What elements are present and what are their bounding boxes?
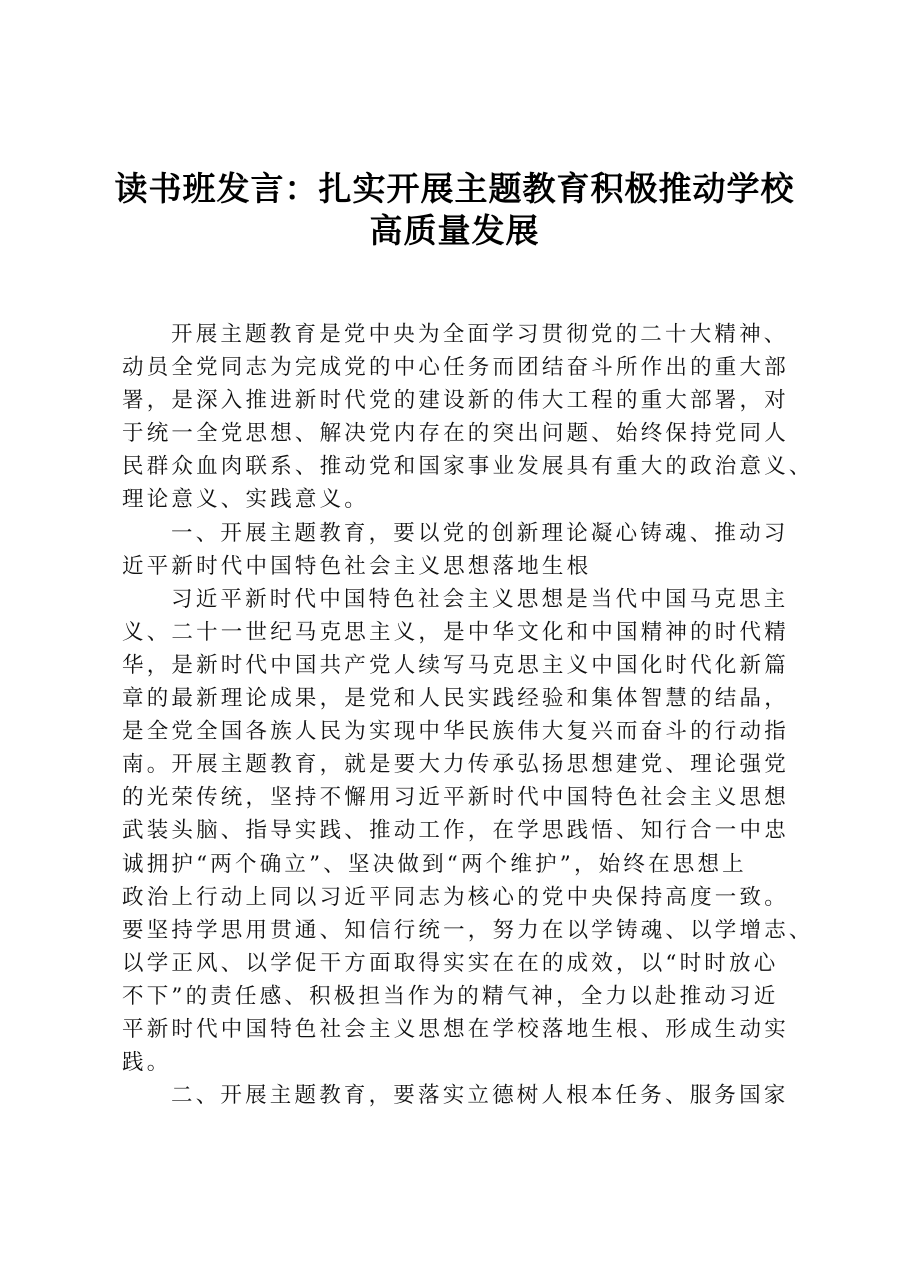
body-line: 的光荣传统，坚持不懈用习近平新时代中国特色社会主义思想 [122, 785, 789, 811]
body-line: 要坚持学思用贯通、知信行统一，努力在以学铸魂、以学增志、 [122, 917, 814, 943]
document-title-line-1: 读书班发言：扎实开展主题教育积极推动学校 [114, 169, 795, 208]
body-line: 不下”的责任感、积极担当作为的精气神，全力以赴推动习近 [122, 983, 779, 1009]
section-heading-line: 一、开展主题教育，要以党的创新理论凝心铸魂、推动习 [171, 520, 789, 546]
body-line: 署，是深入推进新时代党的建设新的伟大工程的重大部署，对 [122, 388, 789, 414]
body-line: 开展主题教育是党中央为全面学习贯彻党的二十大精神、 [171, 322, 789, 347]
body-line: 华，是新时代中国共产党人续写马克思主义中国化时代化新篇 [122, 652, 789, 678]
document-title-line-2: 高质量发展 [369, 211, 540, 250]
body-line: 践。 [122, 1050, 172, 1076]
body-line: 义、二十一世纪马克思主义，是中华文化和中国精神的时代精 [122, 619, 789, 645]
body-line: 诚拥护“两个确立”、坚决做到“两个维护”，始终在思想上 [122, 851, 747, 877]
body-line: 于统一全党思想、解决党内存在的突出问题、始终保持党同人 [122, 421, 789, 447]
document-body [122, 318, 822, 1112]
body-line: 章的最新理论成果，是党和人民实践经验和集体智慧的结晶， [122, 686, 789, 712]
body-line: 平新时代中国特色社会主义思想在学校落地生根、形成生动实 [122, 1016, 789, 1042]
body-line: 政治上行动上同以习近平同志为核心的党中央保持高度一致。 [122, 884, 789, 910]
body-line: 理论意义、实践意义。 [122, 487, 370, 513]
body-line: 是全党全国各族人民为实现中华民族伟大复兴而奋斗的行动指 [122, 719, 789, 745]
section-heading-line: 近平新时代中国特色社会主义思想落地生根 [122, 553, 592, 579]
section-heading-line: 二、开展主题教育，要落实立德树人根本任务、服务国家 [171, 1083, 789, 1109]
body-line: 以学正风、以学促干方面取得实实在在的成效，以“时时放心 [122, 950, 779, 976]
body-line: 武装头脑、指导实践、推动工作，在学思践悟、知行合一中忠 [122, 818, 789, 844]
body-line: 南。开展主题教育，就是要大力传承弘扬思想建党、理论强党 [122, 752, 789, 778]
body-line: 民群众血肉联系、推动党和国家事业发展具有重大的政治意义、 [122, 454, 814, 480]
body-line: 习近平新时代中国特色社会主义思想是当代中国马克思主 [171, 586, 789, 612]
body-line: 动员全党同志为完成党的中心任务而团结奋斗所作出的重大部 [122, 355, 789, 381]
